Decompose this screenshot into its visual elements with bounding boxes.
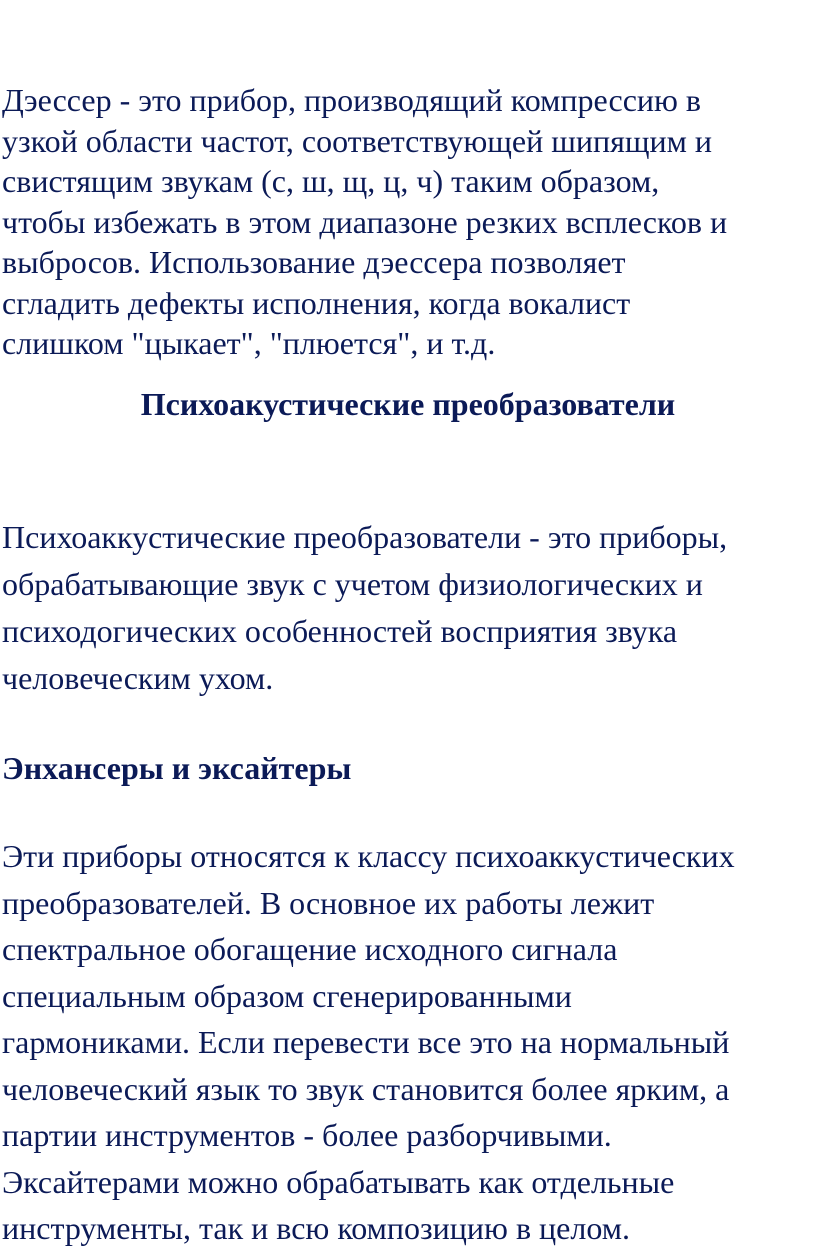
text-line: специальным образом сгенерированными	[2, 977, 572, 1014]
heading-enhancers: Энхансеры и эксайтеры	[2, 750, 352, 786]
text-line: Эксайтерами можно обрабатывать как отдельные	[2, 1163, 675, 1200]
text-line: гармониками. Если перевести все это на нормальный	[2, 1024, 730, 1060]
text-line: человеческий язык то звук становится более ярким, а	[2, 1070, 730, 1107]
paragraph-deesser	[2, 80, 812, 364]
text-line: выбросов. Использование дэессера позволяет	[2, 244, 626, 280]
text-line: сгладить дефекты исполнения, когда вокалист	[2, 284, 631, 321]
text-line: спектральное обогащение исходного сигнала	[2, 931, 618, 967]
text-line: узкой области частот, соответствующей шипящим и	[2, 122, 712, 159]
text-line: человеческим ухом.	[2, 660, 274, 696]
paragraph-enhancers	[2, 833, 812, 1252]
paragraph-psychoacoustic	[2, 514, 812, 702]
text-line: преобразователей. В основное их работы лежит	[2, 884, 655, 921]
text-line: инструменты, так и всю композицию в целом.	[2, 1210, 630, 1246]
text-line: партии инструментов - более разборчивыми.	[2, 1117, 612, 1153]
text-line: Эти приборы относятся к классу психоаккустических	[2, 838, 735, 874]
text-line: Психоаккустические преобразователи - это приборы,	[2, 519, 728, 555]
text-line: психодогических особенностей восприятия звука	[2, 613, 678, 649]
text-line: Дэессер - это прибор, производящий компрессию в	[2, 82, 702, 118]
text-line: чтобы избежать в этом диапазоне резких всплесков и	[2, 203, 728, 240]
text-line: обрабатывающие звук с учетом физиологических и	[2, 566, 703, 602]
text-line: свистящим звукам (с, ш, щ, ц, ч) таким образом,	[2, 163, 660, 199]
text-line: слишком "цыкает", "плюется", и т.д.	[2, 325, 496, 361]
heading-psychoacoustic: Психоакустические преобразователи	[140, 386, 676, 422]
